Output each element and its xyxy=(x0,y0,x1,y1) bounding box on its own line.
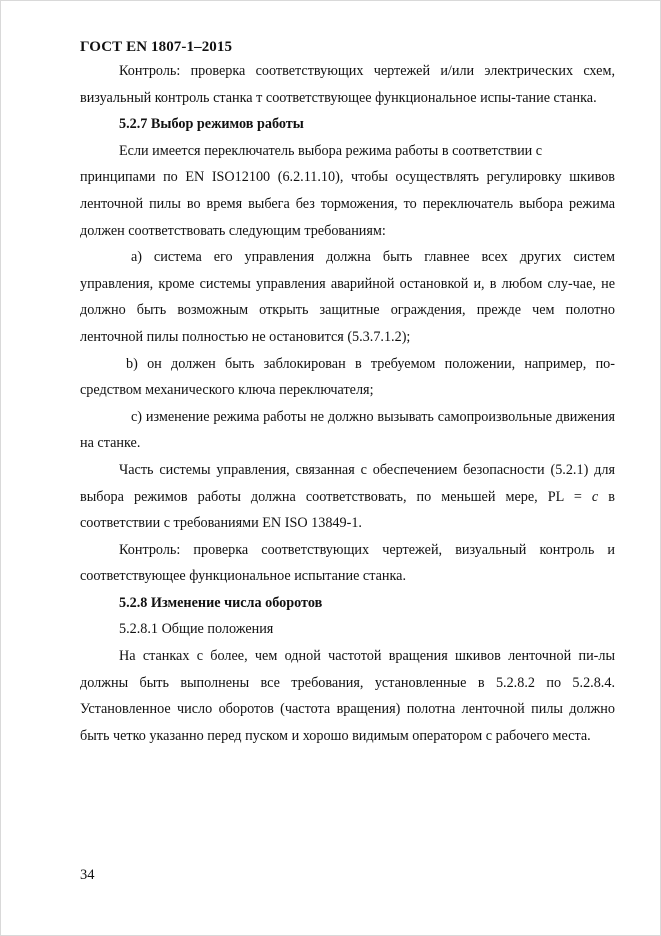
paragraph-mode-switch-line1: Если имеется переключатель выбора режима работы в соответствии с xyxy=(119,142,543,159)
paragraph-speed-change: На станках с более, чем одной частотой вращения шкивов ленточной пи-лы должны быть выполнены все требования, установленные в 5.2.8.2 по 5.2.8.4. Установленное число оборотов (частота вращения) полотна ленточной пилы должно быть четко указанно перед пуском и хорошо видимым оператором с рабочего места. xyxy=(80,648,615,744)
paragraph-mode-switch-rest: принципами по EN ISO12100 (6.2.11.10), чтобы осуществлять регулировку шкивов ленточной пилы во время выбега без торможения, то переключатель выбора режима должен соответствовать следующим требованиям: xyxy=(80,169,615,239)
paragraph-safety-pre: Часть системы управления, связанная с обеспечением безопасности (5.2.1) для выбора режимов работы должна соответствовать, по меньшей мере, PL = xyxy=(80,461,615,505)
paragraph-control-1: Контроль: проверка соответствующих чертежей и/или электрических схем, визуальный контроль станка т соответствующее функциональное испы-тание станка. xyxy=(80,63,615,106)
subsection-heading-5-2-8-1: 5.2.8.1 Общие положения xyxy=(119,621,274,638)
paragraph-safety-control xyxy=(80,457,615,537)
list-item-b: b) он должен быть заблокирован в требуемом положении, например, по-средством механического ключа переключателя; xyxy=(80,355,615,399)
list-item-c: c) изменение режима работы не должно вызывать самопроизвольные движения на станке. xyxy=(80,408,615,452)
performance-level-value: c xyxy=(591,488,599,505)
section-heading-5-2-8: 5.2.8 Изменение числа оборотов xyxy=(119,594,323,611)
page-number: 34 xyxy=(80,867,95,883)
paragraph-mode-switch-intro xyxy=(80,138,615,244)
list-item-a: a) система его управления должна быть главнее всех других систем управления, кроме системы управления аварийной остановкой и, в любом слу-чае, не должно быть возможным открыть защитные ограждения, прежде чем полотно ленточной пилы полностью не остановится (5.3.7.1.2); xyxy=(80,249,615,345)
page-body xyxy=(80,58,615,749)
paragraph-control-2: Контроль: проверка соответствующих чертежей, визуальный контроль и соответствующее функциональное испытание станка. xyxy=(80,541,615,585)
section-heading-5-2-7: 5.2.7 Выбор режимов работы xyxy=(119,116,304,133)
standard-header: ГОСТ EN 1807-1–2015 xyxy=(80,39,233,55)
paragraph-safety-post: в соответствии с требованиями EN ISO 13849-1. xyxy=(80,488,615,532)
